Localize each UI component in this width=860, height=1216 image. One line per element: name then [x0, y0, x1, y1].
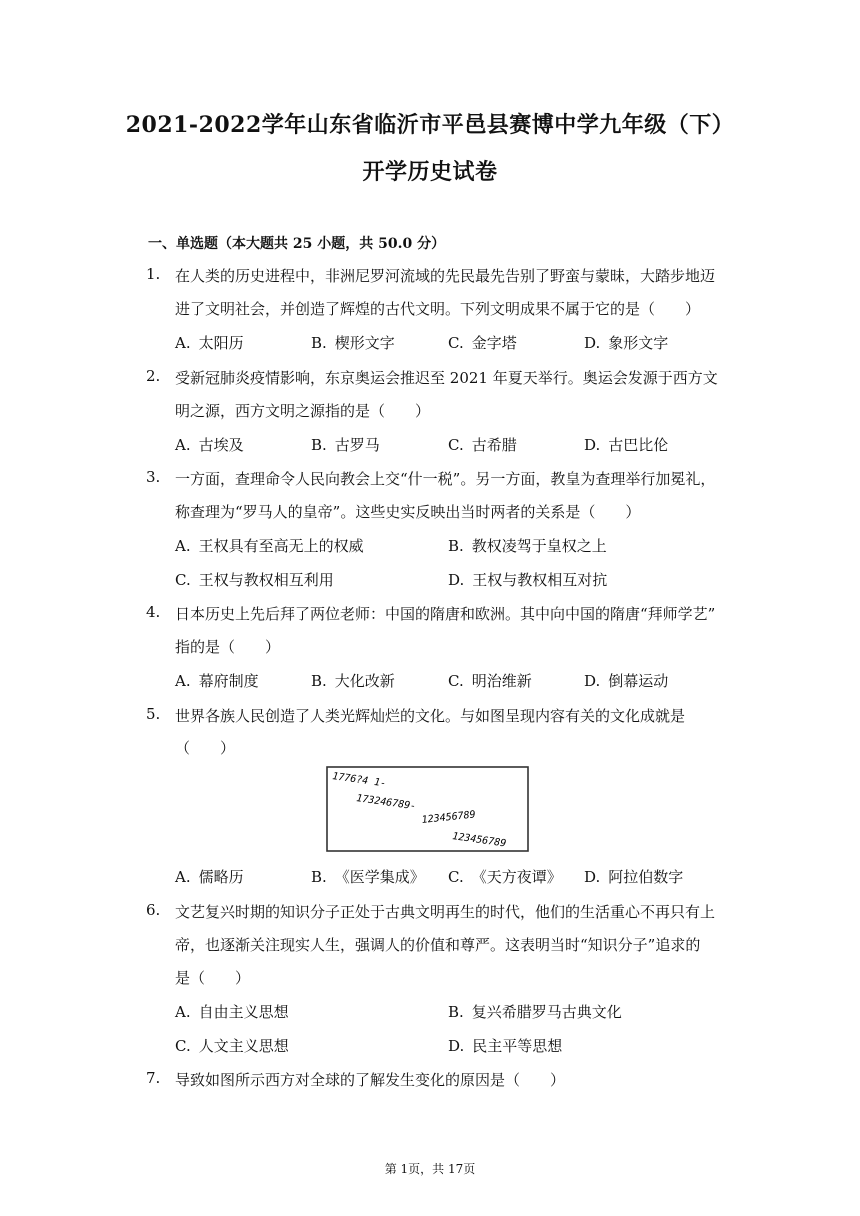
option-text: 人文主义思想	[198, 1037, 289, 1055]
option-text: 古埃及	[198, 436, 244, 454]
question-text: 日本历史上先后拜了两位老师：中国的隋唐和欧洲。其中向中国的隋唐“拜师学艺”	[175, 605, 716, 623]
option-a	[175, 535, 364, 556]
option-c	[448, 332, 517, 353]
option-letter: D.	[584, 672, 601, 690]
option-letter: B.	[448, 1003, 464, 1021]
question-number: 1.	[146, 265, 161, 283]
option-text: 古巴比伦	[608, 436, 669, 454]
option-text: 《医学集成》	[334, 868, 425, 886]
question-text: 明之源，西方文明之源指的是（ ）	[175, 402, 431, 420]
option-text: 自由主义思想	[198, 1003, 289, 1021]
numerals-figure	[326, 765, 530, 853]
question-text: 进了文明社会，并创造了辉煌的古代文明。下列文明成果不属于它的是（ ）	[175, 300, 701, 318]
option-letter: B.	[311, 334, 327, 352]
question-text: （ ）	[175, 739, 236, 757]
option-b	[448, 535, 607, 556]
option-letter: C.	[175, 1037, 191, 1055]
option-text: 儒略历	[198, 868, 244, 886]
option-letter: B.	[311, 672, 327, 690]
option-b	[311, 434, 380, 455]
figure-numerals-line: 123456789	[421, 809, 477, 826]
option-text: 金字塔	[471, 334, 517, 352]
option-letter: D.	[448, 571, 465, 589]
option-text: 倒幕运动	[608, 672, 669, 690]
option-text: 复兴希腊罗马古典文化	[471, 1003, 622, 1021]
option-letter: D.	[584, 868, 601, 886]
option-text: 《天方夜谭》	[471, 868, 562, 886]
option-letter: A.	[175, 537, 191, 555]
option-letter: A.	[175, 672, 191, 690]
option-letter: C.	[175, 571, 191, 589]
option-text: 教权凌驾于皇权之上	[471, 537, 607, 555]
option-d	[448, 1035, 562, 1056]
option-letter: D.	[584, 436, 601, 454]
option-d	[448, 569, 607, 590]
option-a	[175, 1001, 289, 1022]
question-text: 在人类的历史进程中，非洲尼罗河流域的先民最先告别了野蛮与蒙昧，大踏步地迈	[175, 267, 716, 285]
numerals-figure-image	[326, 765, 530, 853]
question-number: 3.	[146, 468, 161, 486]
option-text: 象形文字	[608, 334, 669, 352]
question-text: 导致如图所示西方对全球的了解发生变化的原因是（ ）	[175, 1071, 566, 1089]
option-letter: C.	[448, 672, 464, 690]
option-text: 古希腊	[471, 436, 517, 454]
option-c	[448, 670, 532, 691]
question-number: 6.	[146, 901, 161, 919]
question-text: 指的是（ ）	[175, 638, 281, 656]
question-text: 是（ ）	[175, 969, 251, 987]
option-b	[311, 670, 395, 691]
question-text: 世界各族人民创造了人类光辉灿烂的文化。与如图呈现内容有关的文化成就是	[175, 707, 686, 725]
option-d	[584, 332, 668, 353]
option-letter: A.	[175, 1003, 191, 1021]
option-letter: D.	[584, 334, 601, 352]
option-text: 幕府制度	[198, 672, 259, 690]
figure-numerals-line: 1776?4 1-	[331, 771, 387, 790]
option-text: 王权具有至高无上的权威	[198, 537, 364, 555]
option-a	[175, 332, 244, 353]
section-heading: 一、单选题（本大题共 25 小题，共 50.0 分）	[148, 236, 446, 252]
option-text: 民主平等思想	[472, 1037, 563, 1055]
option-text: 太阳历	[198, 334, 244, 352]
option-b	[311, 332, 395, 353]
option-c	[175, 1035, 289, 1056]
question-text: 帝，也逐渐关注现实人生，强调人的价值和尊严。这表明当时“知识分子”追求的	[175, 936, 701, 954]
page-title: 2021-2022学年山东省临沂市平邑县赛博中学九年级（下）	[125, 112, 735, 138]
option-letter: A.	[175, 868, 191, 886]
option-text: 明治维新	[471, 672, 532, 690]
option-letter: B.	[311, 868, 327, 886]
option-text: 大化改新	[334, 672, 395, 690]
option-d	[584, 434, 668, 455]
question-text: 受新冠肺炎疫情影响，东京奥运会推迟至 2021 年夏天举行。奥运会发源于西方文	[175, 369, 718, 387]
option-letter: C.	[448, 334, 464, 352]
question-number: 2.	[146, 367, 161, 385]
option-letter: A.	[175, 436, 191, 454]
option-d	[584, 670, 668, 691]
option-text: 王权与教权相互利用	[198, 571, 334, 589]
page-footer: 第 1页，共 17页	[384, 1162, 476, 1176]
option-letter: B.	[311, 436, 327, 454]
option-b	[311, 866, 425, 887]
page-subtitle: 开学历史试卷	[362, 159, 498, 185]
option-letter: B.	[448, 537, 464, 555]
option-text: 古罗马	[334, 436, 380, 454]
option-c	[448, 866, 562, 887]
question-number: 5.	[146, 705, 161, 723]
figure-numerals-line: 173246789-	[355, 793, 417, 813]
option-letter: C.	[448, 868, 464, 886]
option-letter: C.	[448, 436, 464, 454]
figure-numerals-line: 123456789	[451, 831, 507, 850]
option-letter: A.	[175, 334, 191, 352]
option-b	[448, 1001, 622, 1022]
option-text: 楔形文字	[334, 334, 395, 352]
option-d	[584, 866, 683, 887]
option-a	[175, 866, 244, 887]
option-c	[448, 434, 517, 455]
option-text: 王权与教权相互对抗	[472, 571, 608, 589]
option-c	[175, 569, 334, 590]
question-text: 一方面，查理命令人民向教会上交“什一税”。另一方面，教皇为查理举行加冕礼，	[175, 470, 716, 488]
option-a	[175, 434, 244, 455]
question-number: 4.	[146, 603, 161, 621]
question-number: 7.	[146, 1069, 161, 1087]
option-text: 阿拉伯数字	[608, 868, 684, 886]
option-letter: D.	[448, 1037, 465, 1055]
question-text: 称查理为“罗马人的皇帝”。这些史实反映出当时两者的关系是（ ）	[175, 503, 641, 521]
question-text: 文艺复兴时期的知识分子正处于古典文明再生的时代，他们的生活重心不再只有上	[175, 903, 716, 921]
option-a	[175, 670, 259, 691]
